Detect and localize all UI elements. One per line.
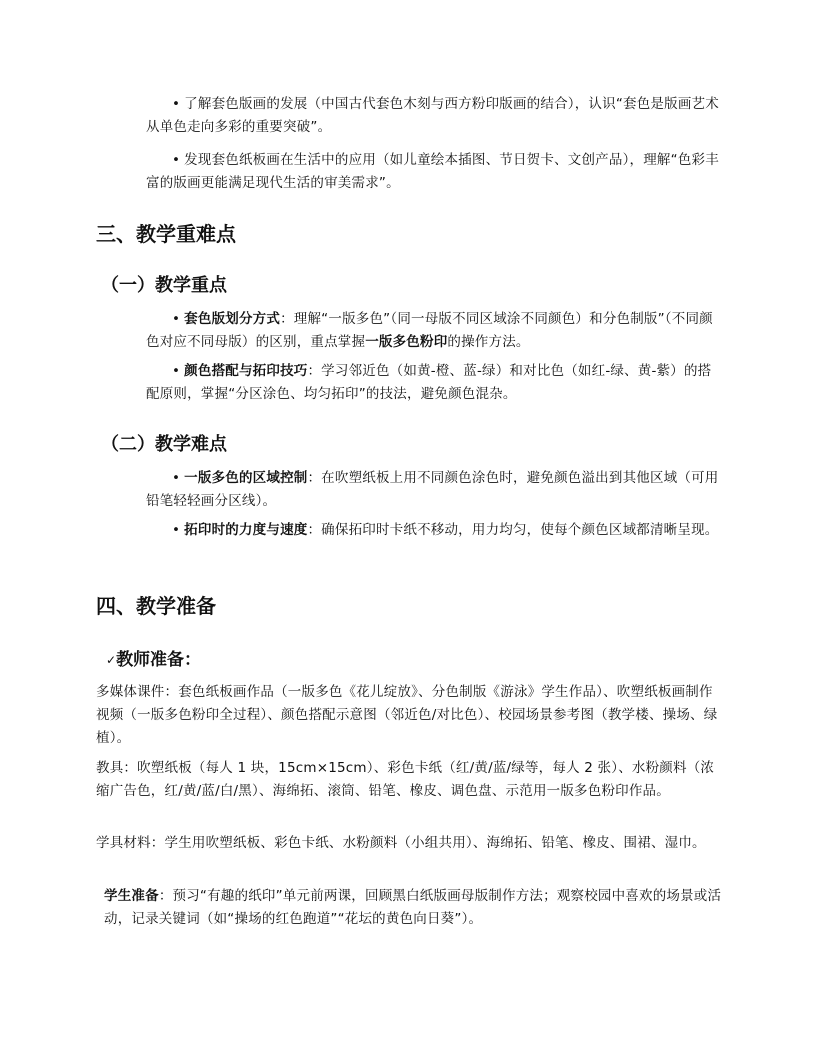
bullet-bold-label: 一版多色的区域控制 [184,470,308,486]
prep-paragraph: 学具材料：学生用吹塑纸板、彩色卡纸、水粉颜料（小组共用）、海绵拓、铅笔、橡皮、围裙、湿巾。 [96,835,706,851]
checkmark-icon: ✓ [106,653,117,667]
teacher-prep-label: 教师准备： [116,650,202,670]
teacher-prep-heading [106,645,201,670]
student-prep-paragraph [96,885,722,931]
bullet-text: 了解套色版画的发展（中国古代套色木刻与西方粉印版画的结合），认识“套色是版画艺术从单色走向多彩的重要突破”。 [146,96,719,135]
prep-paragraph: 多媒体课件：套色纸板画作品（一版多色《花儿绽放》、分色制版《游泳》学生作品）、吹塑纸板画制作视频（一版多色粉印全过程）、颜色搭配示意图（邻近色/对比色）、校园场景参考图（教学楼、操场、绿植）。 [96,684,718,746]
bullet-text: ：在吹塑纸板上用不同颜色涂色时，避免颜色溢出到其他区域（可用铅笔轻轻画分区线）。 [146,470,719,509]
section-heading: 四、教学准备 [96,594,216,618]
difficulty-bullet [146,467,722,513]
bullet-text: ：确保拓印时卡纸不移动，用力均匀，使每个颜色区域都清晰呈现。 [307,522,719,538]
bullet-dot: • [172,96,181,112]
bullet-text: 发现套色纸板画在生活中的应用（如儿童绘本插图、节日贺卡、文创产品），理解“色彩丰富的版画更能满足现代生活的审美需求”。 [146,152,719,191]
bullet-bold-label: 颜色搭配与拓印技巧 [184,363,308,379]
bullet-dot: • [172,152,181,168]
bullet-dot: • [172,311,181,327]
key-point-bullet [146,308,722,354]
bullet-bold-label: 一版多色粉印 [365,334,448,350]
student-prep-label: 学生准备 [104,888,159,904]
bullet-text: ：理解“一版多色”（同一母版不同区域涂不同颜色）和分色制版”（不同颜色对应不同母版）的区别，重点掌握 [146,311,713,350]
objective-bullet [146,93,722,139]
difficulty-bullet [146,519,722,542]
subsection-heading: （一）教学重点 [101,275,227,296]
subsection-heading: （二）教学难点 [101,434,227,455]
bullet-dot: • [172,363,181,379]
section-heading: 三、教学重难点 [96,222,236,246]
bullet-dot: • [172,522,181,538]
bullet-dot: • [172,470,181,486]
bullet-text: ：学习邻近色（如黄-橙、蓝-绿）和对比色（如红-绿、黄-紫）的搭配原则，掌握“分区涂色、均匀拓印”的技法，避免颜色混杂。 [146,363,712,402]
bullet-bold-label: 拓印时的力度与速度 [184,522,308,538]
bullet-text: 的操作方法。 [447,334,530,350]
prep-paragraph: 教具：吹塑纸板（每人 1 块，15cm×15cm）、彩色卡纸（红/黄/蓝/绿等，每人 2 张）、水粉颜料（浓缩广告色，红/黄/蓝/白/黑）、海绵拓、滚筒、铅笔、橡皮、调色盘、示范用一版多色粉印作品。 [96,760,715,799]
student-prep-text: ：预习“有趣的纸印”单元前两课，回顾黑白纸版画母版制作方法；观察校园中喜欢的场景或活动，记录关键词（如“操场的红色跑道”“花坛的黄色向日葵”）。 [104,888,722,927]
bullet-bold-label: 套色版划分方式 [184,311,281,327]
objective-bullet [146,149,722,195]
key-point-bullet [146,360,722,406]
